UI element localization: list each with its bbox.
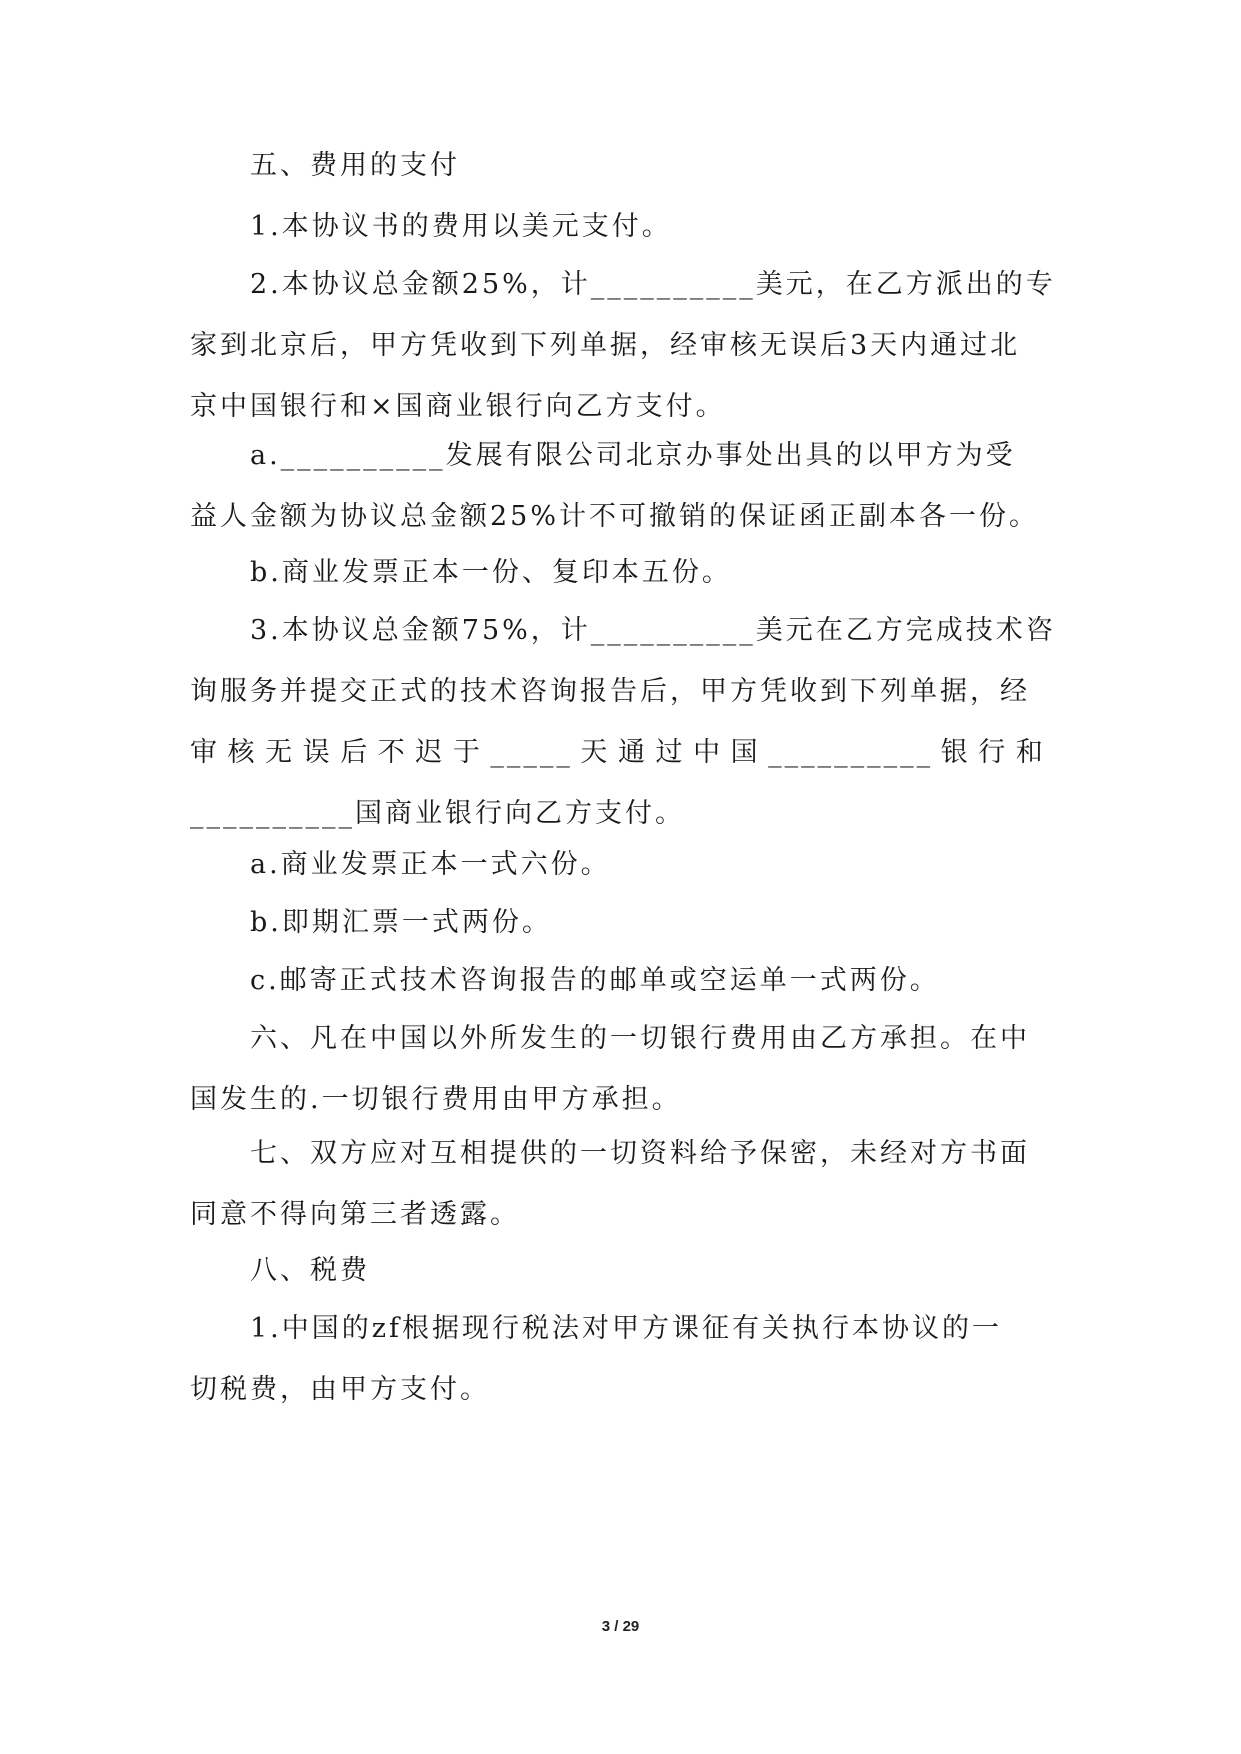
section-6	[190, 1008, 1050, 1130]
text-line: 1.本协议书的费用以美元支付。	[250, 211, 672, 242]
word: 审	[190, 737, 220, 768]
text-line: b.商业发票正本一份、复印本五份。	[250, 557, 732, 588]
text-line: 3.本协议总金额75%，计__________美元在乙方完成技术咨	[250, 615, 1056, 646]
word: 误	[302, 737, 333, 768]
clause-5-3-a	[190, 834, 1050, 895]
text-line: __________国商业银行向乙方支付。	[190, 798, 685, 829]
page-number: 3 / 29	[601, 1618, 640, 1635]
clause-5-3-c	[190, 950, 1050, 1011]
text-line: 六、凡在中国以外所发生的一切银行费用由乙方承担。在中	[250, 1023, 1030, 1054]
clause-5-2-a	[190, 425, 1050, 547]
text-line: 京中国银行和×国商业银行向乙方支付。	[190, 391, 726, 422]
clause-5-2-b	[190, 542, 1050, 603]
clause-5-3-b	[190, 892, 1050, 953]
word: 通	[617, 737, 648, 768]
text-line: a.商业发票正本一式六份。	[250, 849, 611, 880]
word: 国	[730, 737, 761, 768]
text-line: 七、双方应对互相提供的一切资料给予保密，未经对方书面	[250, 1138, 1030, 1169]
word: 中	[693, 737, 724, 768]
word: 不	[377, 737, 408, 768]
word: 于	[452, 737, 483, 768]
text-line: 五、费用的支付	[250, 150, 460, 181]
word: 后	[340, 737, 371, 768]
word: 行	[978, 737, 1009, 768]
justified-text-line	[190, 722, 1046, 783]
word: 核	[227, 737, 258, 768]
clause-5-3	[190, 600, 1056, 844]
text-line: 同意不得向第三者透露。	[190, 1199, 520, 1230]
word: 银	[940, 737, 971, 768]
text-line: a.__________发展有限公司北京办事处出具的以甲方为受	[250, 440, 1016, 471]
section-7	[190, 1123, 1050, 1245]
word: 过	[655, 737, 686, 768]
clause-8-1	[190, 1298, 1050, 1420]
text-line: 国发生的.一切银行费用由甲方承担。	[190, 1084, 682, 1115]
blank-field: _____	[490, 737, 573, 768]
word: 天	[580, 737, 611, 768]
text-line: 八、税费	[250, 1255, 370, 1286]
text-line: b.即期汇票一式两份。	[250, 907, 552, 938]
word: 迟	[415, 737, 446, 768]
section-5-heading	[190, 135, 1050, 196]
text-line: 家到北京后，甲方凭收到下列单据，经审核无误后3天内通过北	[190, 330, 1021, 361]
text-line: 切税费，由甲方支付。	[190, 1374, 490, 1405]
blank-field: __________	[768, 737, 934, 768]
text-line: 询服务并提交正式的技术咨询报告后，甲方凭收到下列单据，经	[190, 676, 1030, 707]
word: 和	[1015, 737, 1046, 768]
clause-5-2	[190, 254, 1056, 437]
section-8-heading	[190, 1240, 1050, 1301]
text-line: 益人金额为协议总金额25%计不可撤销的保证函正副本各一份。	[190, 501, 1040, 532]
clause-5-1	[190, 196, 1050, 257]
text-line: 2.本协议总金额25%，计__________美元，在乙方派出的专	[250, 269, 1056, 300]
word: 无	[265, 737, 296, 768]
text-line: 1.中国的zf根据现行税法对甲方课征有关执行本协议的一	[250, 1313, 1002, 1344]
text-line: c.邮寄正式技术咨询报告的邮单或空运单一式两份。	[250, 965, 940, 996]
